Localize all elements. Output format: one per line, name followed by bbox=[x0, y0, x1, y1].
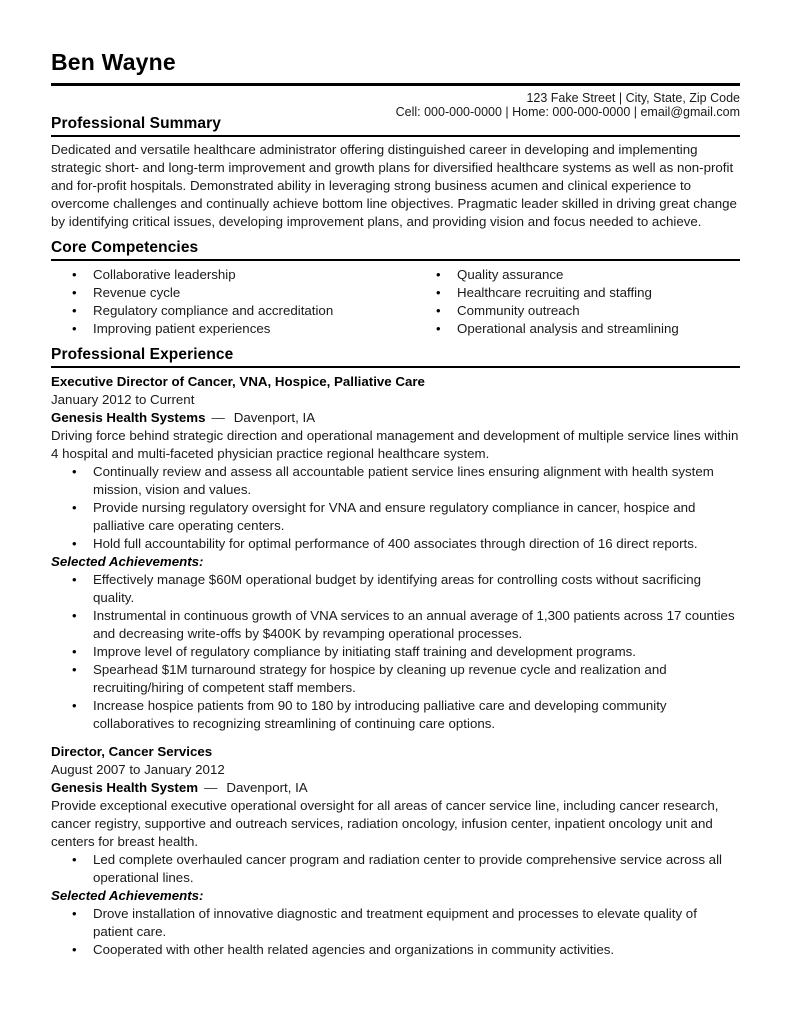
name-heading: Ben Wayne bbox=[51, 49, 176, 75]
achievement-item-text: Improve level of regulatory compliance by initiating staff training and development programs. bbox=[93, 644, 636, 659]
bullet-icon: • bbox=[72, 500, 77, 515]
section-heading-experience: Professional Experience bbox=[51, 347, 740, 368]
competency-label: Operational analysis and streamlining bbox=[457, 321, 679, 336]
bullet-icon: • bbox=[436, 303, 441, 318]
section-heading-competencies: Core Competencies bbox=[51, 240, 740, 261]
achievement-item bbox=[51, 661, 740, 697]
competency-item bbox=[51, 266, 415, 284]
bullet-icon: • bbox=[72, 942, 77, 957]
job-company-line bbox=[51, 779, 740, 797]
achievement-item bbox=[51, 941, 740, 959]
achievement-item bbox=[51, 607, 740, 643]
achievement-item-text: Effectively manage $60M operational budget by identifying areas for controlling costs without sacrificing quality. bbox=[93, 572, 702, 605]
company-location-separator: — bbox=[204, 780, 218, 795]
bullet-icon: • bbox=[72, 536, 77, 551]
contact-phone-line: Cell: 000-000-0000 | Home: 000-000-0000 | email@gmail.com bbox=[395, 105, 740, 119]
bullet-icon: • bbox=[72, 285, 77, 300]
job-bullet-list bbox=[51, 463, 740, 553]
section-heading-summary: Professional Summary bbox=[51, 116, 740, 137]
job-location: Davenport, IA bbox=[226, 780, 308, 795]
achievements-label: Selected Achievements: bbox=[51, 888, 204, 903]
job-title: Executive Director of Cancer, VNA, Hospice, Palliative Care bbox=[51, 374, 425, 389]
competency-label: Improving patient experiences bbox=[93, 321, 271, 336]
achievements-label: Selected Achievements: bbox=[51, 554, 204, 569]
bullet-icon: • bbox=[72, 267, 77, 282]
bullet-icon: • bbox=[72, 852, 77, 867]
bullet-icon: • bbox=[72, 572, 77, 587]
competency-item bbox=[415, 284, 740, 302]
competency-label: Healthcare recruiting and staffing bbox=[457, 285, 652, 300]
competency-label: Community outreach bbox=[457, 303, 580, 318]
competency-label: Revenue cycle bbox=[93, 285, 181, 300]
summary-paragraph: Dedicated and versatile healthcare administrator offering distinguished career in developing and implementing strategic short- and long-term improvement and growth plans for diversified healthcare systems as well as non-profit and for-profit hospitals. Demonstrated ability in leveraging strong business acumen and clinical experience to overcome challenges and continually achieve bottom line objectives. Pragmatic leader skilled in driving great change by identifying critical issues, developing improvement plans, and providing vision and focus needed to achieve. bbox=[51, 142, 737, 229]
bullet-item-text: Led complete overhauled cancer program and radiation center to provide comprehensive service across all operational lines. bbox=[93, 852, 722, 885]
bullet-item-text: Hold full accountability for optimal performance of 400 associates through direction of 16 direct reports. bbox=[93, 536, 698, 551]
competency-item bbox=[415, 302, 740, 320]
job-company-line bbox=[51, 409, 740, 427]
job-dates: August 2007 to January 2012 bbox=[51, 762, 225, 777]
bullet-item bbox=[51, 463, 740, 499]
bullet-item bbox=[51, 535, 740, 553]
achievement-item bbox=[51, 571, 740, 607]
competencies-right-column bbox=[415, 266, 740, 338]
achievement-item-text: Increase hospice patients from 90 to 180 by introducing palliative care and developing community collaboratives to recognizing streamlining of continuing care options. bbox=[93, 698, 667, 731]
achievement-item-text: Cooperated with other health related agencies and organizations in community activities. bbox=[93, 942, 615, 957]
competency-item bbox=[51, 302, 415, 320]
company-location-separator: — bbox=[211, 410, 225, 425]
header-divider bbox=[51, 83, 740, 86]
bullet-icon: • bbox=[72, 662, 77, 677]
bullet-icon: • bbox=[436, 285, 441, 300]
achievement-item bbox=[51, 697, 740, 733]
competency-label: Collaborative leadership bbox=[93, 267, 236, 282]
job-description: Driving force behind strategic direction and operational management and development of multiple service lines within 4 hospital and multi-faceted physician practice regional healthcare system. bbox=[51, 428, 739, 461]
achievements-list bbox=[51, 571, 740, 733]
competencies-columns bbox=[51, 266, 740, 338]
competency-item bbox=[415, 266, 740, 284]
bullet-icon: • bbox=[72, 644, 77, 659]
company-name: Genesis Health System bbox=[51, 780, 199, 795]
job-entry-2 bbox=[51, 743, 740, 959]
bullet-item bbox=[51, 851, 740, 887]
bullet-icon: • bbox=[72, 303, 77, 318]
competency-item bbox=[51, 284, 415, 302]
company-name: Genesis Health Systems bbox=[51, 410, 206, 425]
competencies-left-column bbox=[51, 266, 415, 338]
bullet-item-text: Provide nursing regulatory oversight for VNA and ensure regulatory compliance in cancer, hospice and palliative care operating centers. bbox=[93, 500, 696, 533]
achievement-item-text: Instrumental in continuous growth of VNA services to an annual average of 1,300 patients across 17 counties and decreasing write-offs by $400K by revamping operational processes. bbox=[93, 608, 735, 641]
job-location: Davenport, IA bbox=[233, 410, 316, 425]
job-description: Provide exceptional executive operational oversight for all areas of cancer service line, including cancer research, cancer registry, supportive and outreach services, radiation oncology, infusion center, inpatient oncology unit and centers for breast health. bbox=[51, 798, 719, 849]
bullet-icon: • bbox=[72, 906, 77, 921]
bullet-icon: • bbox=[72, 608, 77, 623]
job-entry-1 bbox=[51, 373, 740, 733]
bullet-icon: • bbox=[436, 267, 441, 282]
bullet-icon: • bbox=[72, 321, 77, 336]
achievement-item-text: Spearhead $1M turnaround strategy for hospice by cleaning up revenue cycle and realization and recruiting/hiring of competent staff members. bbox=[93, 662, 667, 695]
bullet-icon: • bbox=[436, 321, 441, 336]
job-title: Director, Cancer Services bbox=[51, 744, 213, 759]
achievement-item bbox=[51, 905, 740, 941]
bullet-icon: • bbox=[72, 698, 77, 713]
competency-label: Quality assurance bbox=[457, 267, 564, 282]
competency-item bbox=[51, 320, 415, 338]
bullet-item-text: Continually review and assess all accountable patient service lines ensuring alignment with health system mission, vision and values. bbox=[93, 464, 714, 497]
bullet-icon: • bbox=[72, 464, 77, 479]
job-dates: January 2012 to Current bbox=[51, 392, 195, 407]
achievement-item-text: Drove installation of innovative diagnostic and treatment equipment and processes to elevate quality of patient care. bbox=[93, 906, 697, 939]
achievements-list bbox=[51, 905, 740, 959]
job-bullet-list bbox=[51, 851, 740, 887]
contact-address-line: 123 Fake Street | City, State, Zip Code bbox=[526, 91, 740, 105]
competency-label: Regulatory compliance and accreditation bbox=[93, 303, 334, 318]
bullet-item bbox=[51, 499, 740, 535]
achievement-item bbox=[51, 643, 740, 661]
competency-item bbox=[415, 320, 740, 338]
